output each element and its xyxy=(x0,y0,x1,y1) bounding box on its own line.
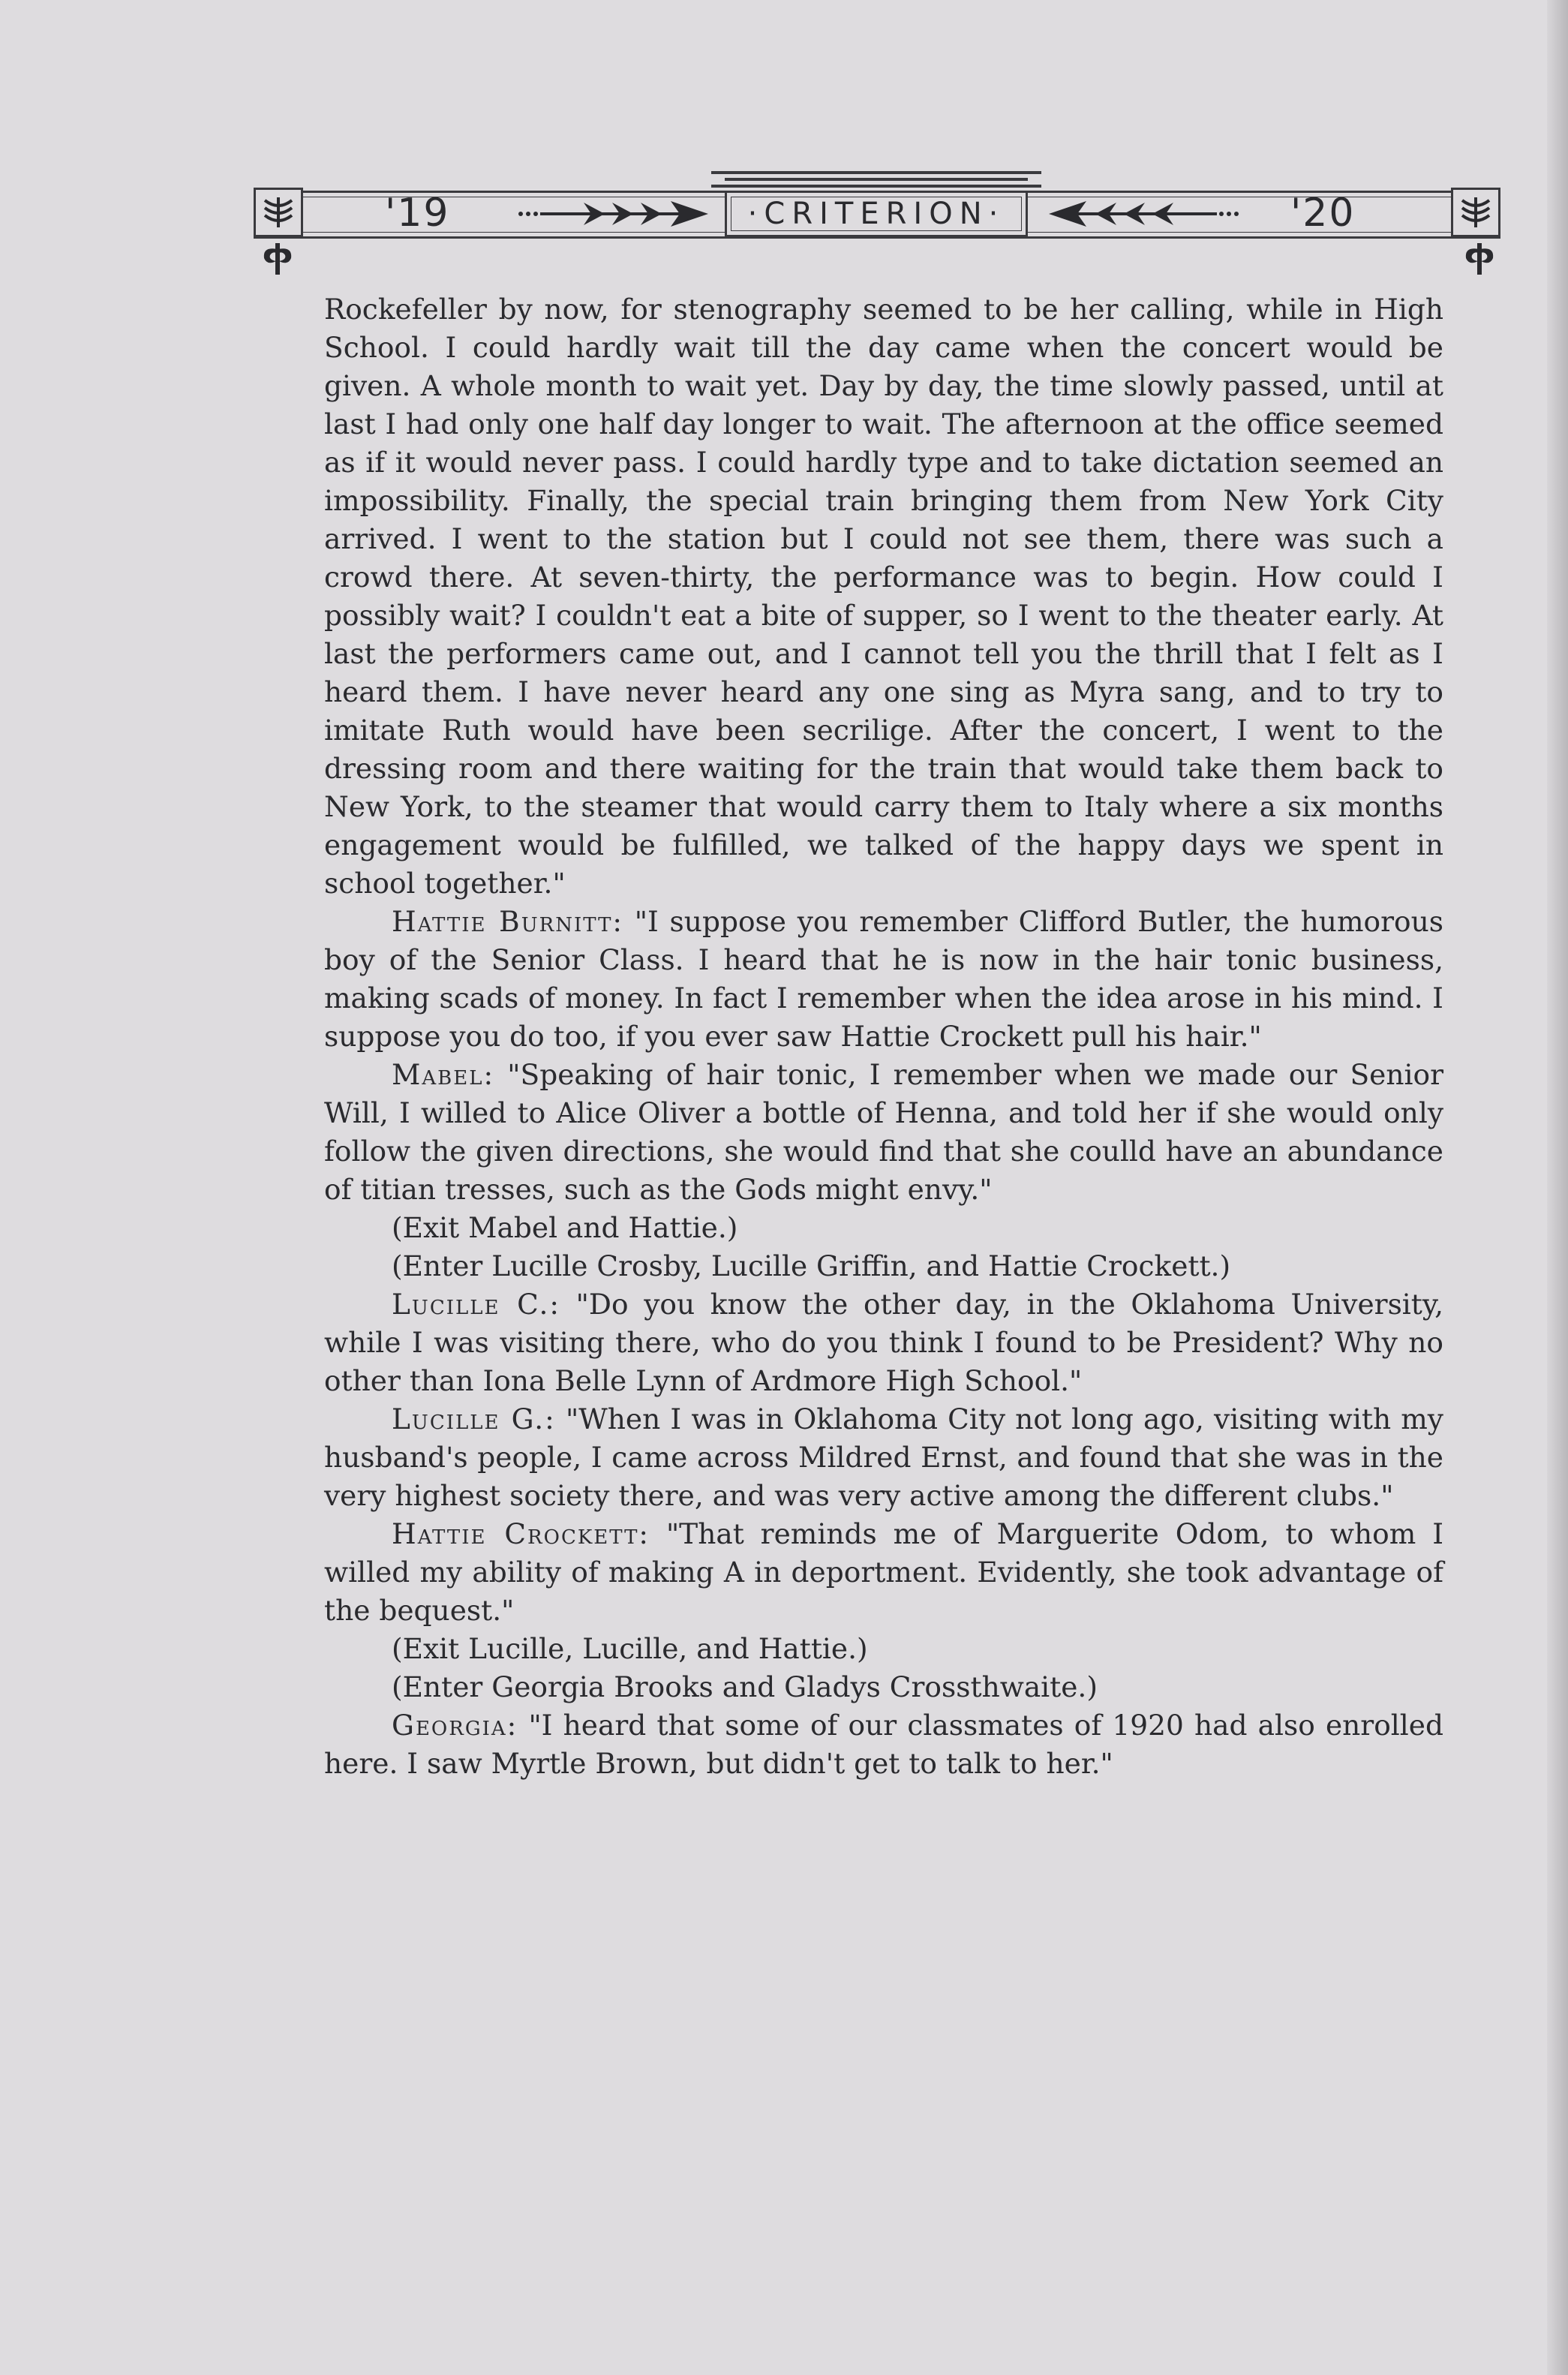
page-edge xyxy=(1547,0,1568,2375)
speaker-name: Hattie Crockett: xyxy=(392,1517,650,1550)
paragraph-continuation: Rockefeller by now, for stenography seemed to be her calling, while in High School. I could hardly wait till the day came when the concert would be given. A whole month to wait yet. Day by day, the time slowly passed, until at last I had only one half day longer to wait. The afternoon at the office seemed as if it would never pass. I could hardly type and to take dictation seemed an impossibility. Finally, the special train bringing them from New York City arrived. I went to the station but I could not see them, there was such a crowd there. At seven-thirty, the performance was to begin. How could I possibly wait? I couldn't eat a bite of supper, so I went to the theater early. At last the performers came out, and I cannot tell you the thrill that I felt as I heard them. I have never heard any one sing as Myra sang, and to try to imitate Ruth would have been secrilige. After the concert, I went to the dressing room and there waiting for the train that would take them back to New York, to the steamer that would carry them to Italy where a six months engagement would be fulfilled, we talked of the happy days we spent in school together." xyxy=(324,293,1443,900)
dialogue-paragraph xyxy=(324,1515,1443,1630)
dialogue-text: "I suppose you remember Clifford Butler, the humorous boy of the Senior Class. I heard that he is now in the hair tonic business, making scads of money. In fact I remember when the idea arose in his mind. I suppose you do too, if you ever saw Hattie Crockett pull his hair." xyxy=(324,905,1443,1053)
speaker-name: Mabel: xyxy=(392,1058,495,1091)
arrow-ornament-right-icon xyxy=(516,197,711,231)
header-year-right: '20 xyxy=(1290,191,1356,236)
dialogue-text: "When I was in Oklahoma City not long ago, visiting with my husband's people, I came across Mildred Ernst, and found that she was in the very highest society there, and was very active among the different clubs." xyxy=(324,1402,1443,1512)
dialogue-text: "Speaking of hair tonic, I remember when we made our Senior Will, I willed to Alice Oliver a bottle of Henna, and told her if she would only follow the given directions, she would find that she coulld have an abundance of titian tresses, such as the Gods might envy." xyxy=(324,1058,1444,1206)
dialogue-text: "Do you know the other day, in the Oklahoma University, while I was visiting there, who do you think I found to be President? Why no other than Iona Belle Lynn of Ardmore High School." xyxy=(324,1288,1443,1397)
masthead-title-box xyxy=(725,191,1028,237)
speaker-name: Georgia: xyxy=(392,1709,518,1742)
dialogue-paragraph xyxy=(324,1285,1443,1400)
speaker-name: Lucille G.: xyxy=(392,1402,556,1436)
header-ornament-box-right xyxy=(1451,188,1500,237)
speaker-name: Lucille C.: xyxy=(392,1288,561,1321)
leaf-ornament-icon xyxy=(1458,194,1494,230)
fleuron-icon xyxy=(1461,243,1497,275)
header-ornament-box-left xyxy=(254,188,303,237)
dialogue-paragraph xyxy=(324,1056,1443,1209)
stage-direction: (Enter Georgia Brooks and Gladys Crossthwaite.) xyxy=(392,1670,1098,1703)
title-pediment xyxy=(711,171,1041,189)
dialogue-paragraph xyxy=(324,1400,1443,1515)
dialogue-paragraph xyxy=(324,1706,1443,1783)
stage-direction: (Exit Mabel and Hattie.) xyxy=(392,1211,738,1244)
masthead-title: ·CRITERION· xyxy=(747,197,1005,231)
header-year-left: '19 xyxy=(385,191,450,236)
leaf-ornament-icon xyxy=(260,194,296,230)
dialogue-text: "That reminds me of Marguerite Odom, to whom I willed my ability of making A in deportment. Evidently, she took advantage of the bequest." xyxy=(324,1517,1444,1627)
page-body-text xyxy=(324,290,1443,1783)
arrow-ornament-left-icon xyxy=(1046,197,1241,231)
dialogue-paragraph xyxy=(324,903,1443,1056)
speaker-name: Hattie Burnitt: xyxy=(392,905,624,938)
stage-direction: (Enter Lucille Crosby, Lucille Griffin, and Hattie Crockett.) xyxy=(392,1249,1231,1282)
page-header xyxy=(254,171,1500,276)
fleuron-icon xyxy=(260,243,296,275)
stage-direction: (Exit Lucille, Lucille, and Hattie.) xyxy=(392,1632,868,1665)
dialogue-text: "I heard that some of our classmates of 1920 had also enrolled here. I saw Myrtle Brown, but didn't get to talk to her." xyxy=(324,1709,1443,1780)
